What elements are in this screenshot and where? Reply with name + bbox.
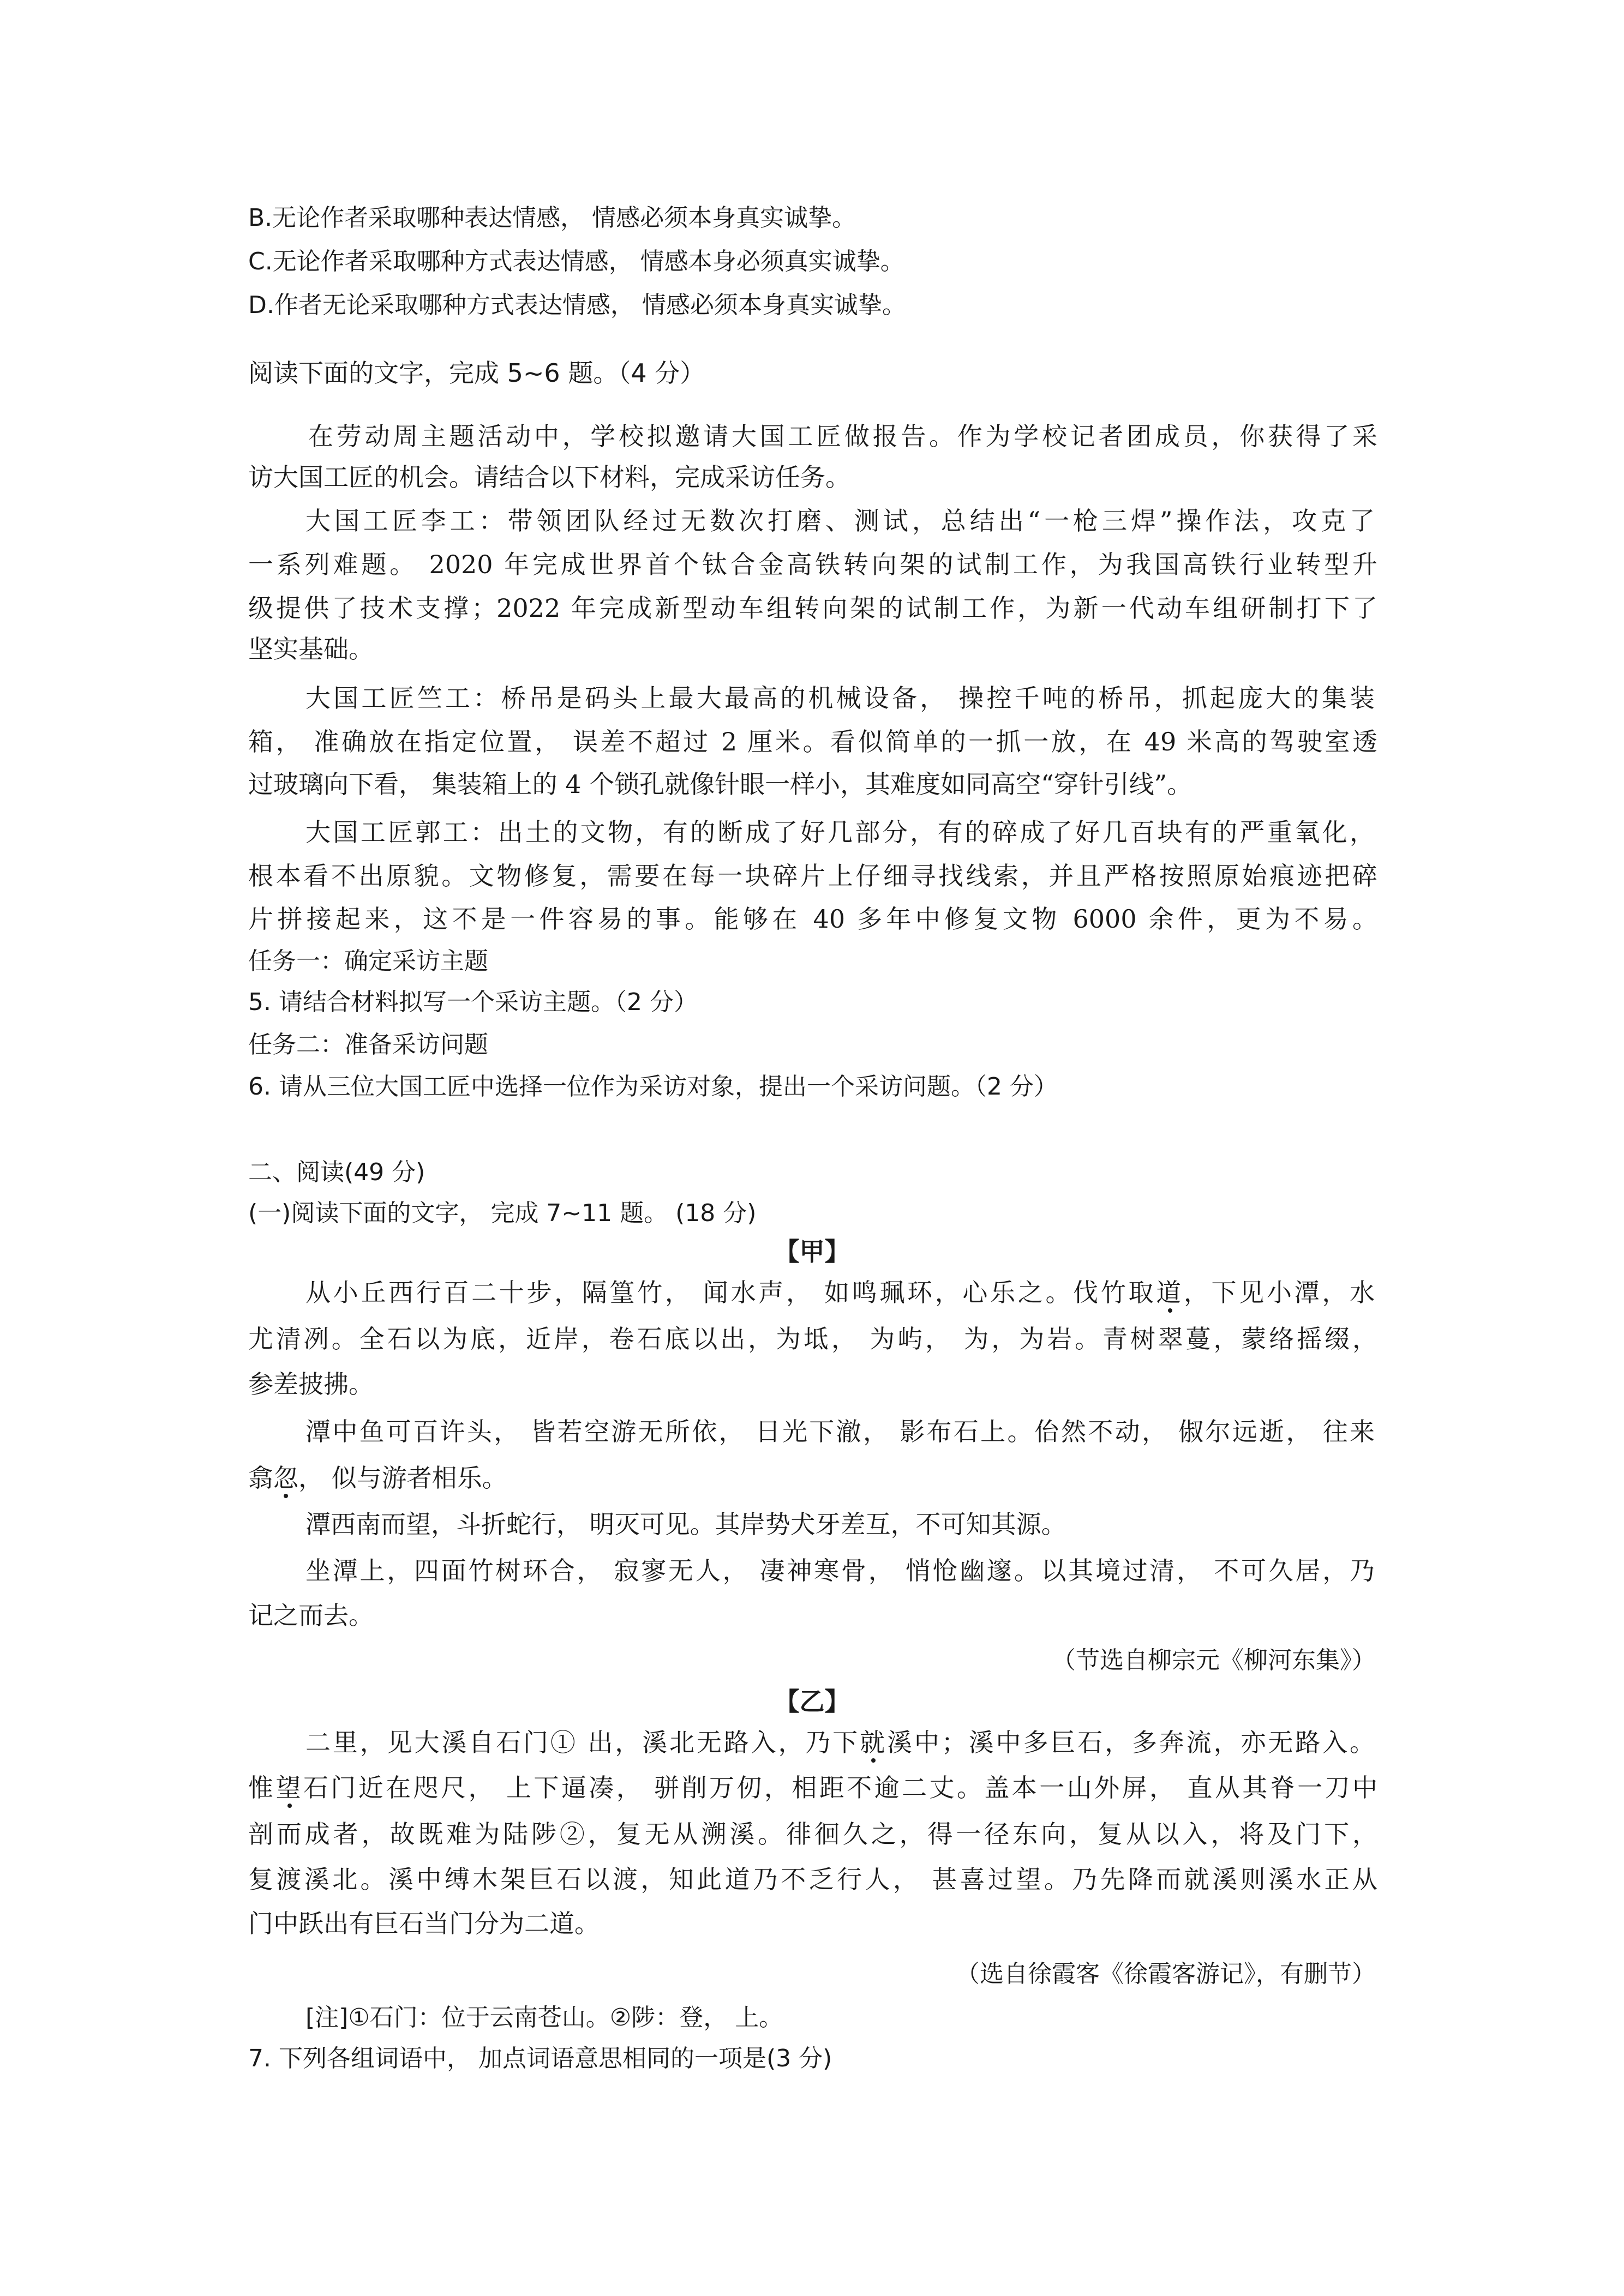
- task-2-label: 任务二：准备采访问题: [248, 1031, 488, 1059]
- question-6: 6. 请从三位大国工匠中选择一位作为采访对象，提出一个采访问题。（2 分）: [248, 1073, 1058, 1101]
- li-paragraph-line-3: 级提供了技术支撑；2022 年完成新型动车组转向架的试制工作，为新一代动车组研制打下了: [248, 593, 1377, 623]
- guo-paragraph-line-1: 大国工匠郭工：出土的文物，有的断成了好几部分，有的碎成了好几百块有的严重氧化，: [305, 818, 1375, 847]
- yi-line-2: 惟望石门近在咫尺， 上下逼凑， 骈削万仞，相距不逾二丈。盖本一山外屏， 直从其脊一刀中: [248, 1773, 1378, 1802]
- jia-source: （节选自柳宗元《柳河东集》）: [1052, 1646, 1376, 1674]
- q4-option-b: B.无论作者采取哪种表达情感， 情感必须本身真实诚挚。: [248, 204, 856, 232]
- q4-option-c: C.无论作者采取哪种方式表达情感， 情感本身必须真实诚挚。: [248, 248, 904, 275]
- emphasis-dot-jiu: 就: [860, 1728, 888, 1757]
- passage-jia-label: 【甲】: [774, 1237, 850, 1266]
- question-5: 5. 请结合材料拟写一个采访主题。（2 分）: [248, 988, 698, 1016]
- emphasis-dot-dao: 道: [1156, 1278, 1184, 1307]
- jia-paragraph-2-line-2: 翕忽， 似与游者相乐。: [248, 1463, 507, 1493]
- emphasis-dot-hu: 忽: [273, 1463, 298, 1493]
- li-paragraph-line-1: 大国工匠李工：带领团队经过无数次打磨、测试，总结出“一枪三焊”操作法，攻克了: [305, 506, 1375, 536]
- yi-line-4: 复渡溪北。溪中缚木架巨石以渡，知此道乃不乏行人， 甚喜过望。乃先降而就溪则溪水正从: [248, 1865, 1377, 1894]
- reading-section-title: 二、阅读(49 分): [248, 1158, 426, 1186]
- task-1-label: 任务一：确定采访主题: [248, 947, 488, 975]
- guo-paragraph-line-2: 根本看不出原貌。文物修复，需要在每一块碎片上仔细寻找线索，并且严格按照原始痕迹把碎: [248, 861, 1377, 891]
- jia-paragraph-2-line-1: 潭中鱼可百许头， 皆若空游无所依， 日光下澈， 影布石上。佁然不动， 俶尔远逝， 往来: [305, 1417, 1375, 1446]
- intro-line-2: 访大国工匠的机会。请结合以下材料，完成采访任务。: [248, 462, 850, 492]
- section-5-6-instruction: 阅读下面的文字，完成 5~6 题。（4 分）: [248, 358, 705, 388]
- jia-paragraph-4-line-1: 坐潭上，四面竹树环合， 寂寥无人， 凄神寒骨， 悄怆幽邃。以其境过清， 不可久居，乃: [305, 1556, 1375, 1585]
- zhu-paragraph-line-2: 箱， 准确放在指定位置， 误差不超过 2 厘米。看似简单的一抓一放，在 49 米高的驾驶室透: [248, 727, 1377, 756]
- yi-line-1: 二里，见大溪自石门① 出，溪北无路入，乃下就溪中；溪中多巨石，多奔流，亦无路入。: [305, 1728, 1375, 1757]
- intro-line-1: 在劳动周主题活动中，学校拟邀请大国工匠做报告。作为学校记者团成员，你获得了采: [308, 422, 1377, 451]
- jia-paragraph-1-line-1: 从小丘西行百二十步，隔篁竹， 闻水声， 如鸣珮环，心乐之。伐竹取道，下见小潭，水: [305, 1278, 1375, 1307]
- jia-paragraph-1-line-3: 参差披拂。: [248, 1369, 374, 1399]
- yi-source: （选自徐霞客《徐霞客游记》，有删节）: [956, 1960, 1376, 1988]
- li-paragraph-line-2: 一系列难题。 2020 年完成世界首个钛合金高铁转向架的试制工作，为我国高铁行业转型升: [248, 550, 1377, 579]
- yi-line-3: 剖而成者，故既难为陆陟②，复无从溯溪。徘徊久之，得一径东向，复从以入，将及门下，: [248, 1819, 1377, 1849]
- question-7: 7. 下列各组词语中， 加点词语意思相同的一项是(3 分): [248, 2045, 832, 2072]
- zhu-paragraph-line-1: 大国工匠竺工：桥吊是码头上最大最高的机械设备， 操控千吨的桥吊，抓起庞大的集装: [305, 683, 1375, 713]
- jia-paragraph-4-line-2: 记之而去。: [248, 1601, 374, 1630]
- zhu-paragraph-line-3: 过玻璃向下看， 集装箱上的 4 个锁孔就像针眼一样小，其难度如同高空“穿针引线”。: [248, 770, 1192, 799]
- li-paragraph-line-4: 坚实基础。: [248, 634, 374, 664]
- yi-line-5: 门中跃出有巨石当门分为二道。: [248, 1909, 600, 1938]
- guo-paragraph-line-3: 片拼接起来，这不是一件容易的事。能够在 40 多年中修复文物 6000 余件，更为不易。: [248, 904, 1377, 934]
- yi-annotation: [注]①石门：位于云南苍山。②陟：登， 上。: [305, 2004, 783, 2031]
- q4-option-d: D.作者无论采取哪种方式表达情感， 情感必须本身真实诚挚。: [248, 291, 906, 319]
- jia-paragraph-3: 潭西南而望，斗折蛇行， 明灭可见。其岸势犬牙差互，不可知其源。: [305, 1510, 1066, 1539]
- emphasis-dot-wang: 望: [275, 1773, 303, 1802]
- part-1-instruction: (一)阅读下面的文字， 完成 7~11 题。 (18 分): [248, 1199, 757, 1227]
- jia-paragraph-1-line-2: 尤清冽。全石以为底，近岸，卷石底以出，为坻， 为屿， 为，为岩。青树翠蔓，蒙络摇缀，: [248, 1324, 1377, 1354]
- passage-yi-label: 【乙】: [774, 1687, 850, 1716]
